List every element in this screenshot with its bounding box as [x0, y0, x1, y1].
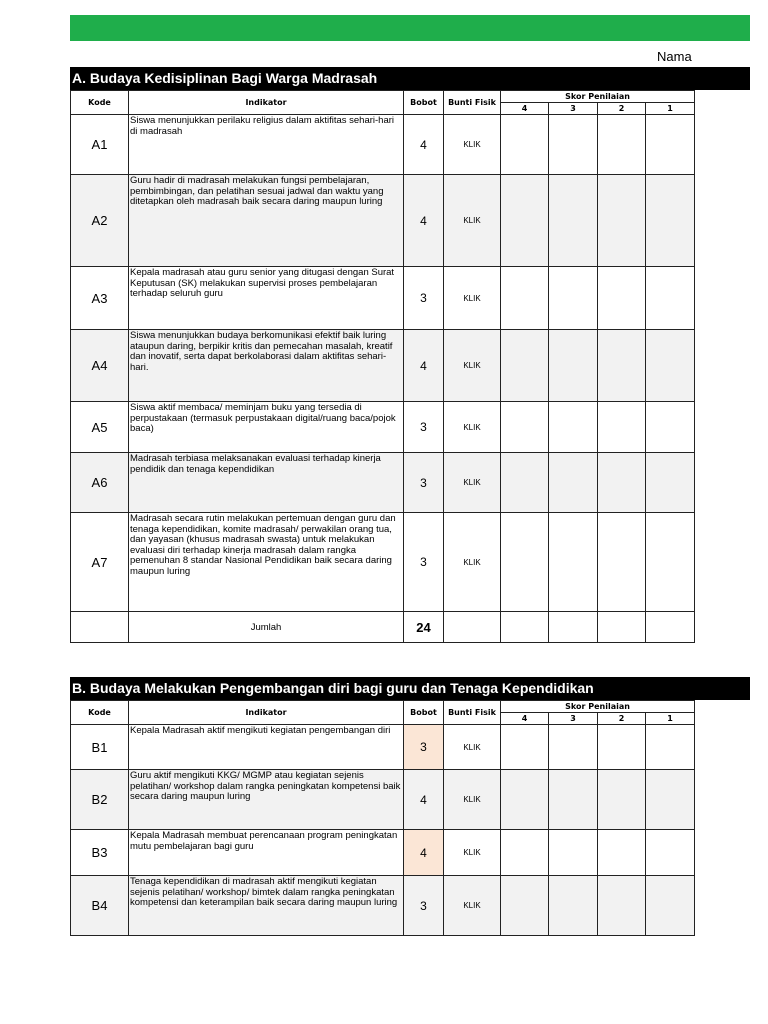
score-cell-3[interactable] — [549, 267, 598, 330]
score-cell-2[interactable] — [598, 402, 646, 453]
table-row — [71, 830, 695, 876]
score-cell-2[interactable] — [598, 830, 646, 876]
score-cell-1[interactable] — [646, 725, 695, 770]
table-row — [71, 175, 695, 267]
table-row — [71, 402, 695, 453]
score-cell-3[interactable] — [549, 830, 598, 876]
score-cell-4[interactable] — [501, 876, 549, 936]
score-cell-1[interactable] — [646, 402, 695, 453]
score-cell-1[interactable] — [646, 330, 695, 402]
row-kode: B2 — [71, 770, 129, 830]
evidence-link[interactable]: KLIK — [444, 453, 501, 513]
row-bobot: 3 — [404, 876, 444, 936]
table-row — [71, 770, 695, 830]
score-cell-4[interactable] — [501, 267, 549, 330]
score-cell-1[interactable] — [646, 267, 695, 330]
header-indikator: Indikator — [129, 91, 404, 115]
jumlah-label: Jumlah — [129, 612, 404, 643]
score-cell-2[interactable] — [598, 725, 646, 770]
score-cell-3[interactable] — [549, 115, 598, 175]
jumlah-empty — [71, 612, 129, 643]
section-a — [70, 67, 750, 643]
score-cell-4[interactable] — [501, 115, 549, 175]
section-b — [70, 677, 750, 936]
row-bobot: 3 — [404, 402, 444, 453]
header-kode: Kode — [71, 701, 129, 725]
header-bukti: Bunti Fisik — [444, 701, 501, 725]
row-indikator: Madrasah secara rutin melakukan pertemuan dengan guru dan tenaga kependidikan, komite madrasah/ perwakilan orang tua, dan yayasan (khusus madrasah swasta) untuk melakukan evaluasi diri terhadap kinerja madrasah dalam rangka pemenuhan 8 standar Nasional Pendidikan baik secara daring maupun luring — [129, 513, 404, 612]
score-cell-3[interactable] — [549, 513, 598, 612]
score-cell-2[interactable] — [598, 267, 646, 330]
name-label: Nama — [657, 49, 692, 64]
row-kode: A4 — [71, 330, 129, 402]
table-row — [71, 330, 695, 402]
table-row — [71, 725, 695, 770]
score-cell-1[interactable] — [646, 830, 695, 876]
row-kode: A2 — [71, 175, 129, 267]
score-cell-2[interactable] — [598, 453, 646, 513]
header-score-2: 2 — [598, 103, 646, 115]
row-kode: B3 — [71, 830, 129, 876]
row-bobot: 3 — [404, 267, 444, 330]
score-cell-4[interactable] — [501, 725, 549, 770]
header-score-1: 1 — [646, 103, 695, 115]
row-bobot: 3 — [404, 453, 444, 513]
score-cell-3[interactable] — [549, 402, 598, 453]
row-bobot[interactable]: 3 — [404, 725, 444, 770]
table-row — [71, 453, 695, 513]
jumlah-row — [71, 612, 695, 643]
row-bobot: 4 — [404, 115, 444, 175]
header-bobot: Bobot — [404, 701, 444, 725]
evidence-link[interactable]: KLIK — [444, 513, 501, 612]
row-indikator: Guru hadir di madrasah melakukan fungsi pembelajaran, pembimbingan, dan pelatihan sesuai jadwal dan waktu yang ditetapkan oleh madrasah baik secara daring maupun luring — [129, 175, 404, 267]
header-score-1: 1 — [646, 713, 695, 725]
evidence-link[interactable]: KLIK — [444, 330, 501, 402]
section-a-table — [70, 90, 695, 643]
evidence-link[interactable]: KLIK — [444, 725, 501, 770]
evidence-link[interactable]: KLIK — [444, 770, 501, 830]
score-cell-3[interactable] — [549, 725, 598, 770]
score-cell-4[interactable] — [501, 513, 549, 612]
row-kode: A6 — [71, 453, 129, 513]
row-bobot: 4 — [404, 175, 444, 267]
row-indikator: Siswa menunjukkan perilaku religius dalam aktifitas sehari-hari di madrasah — [129, 115, 404, 175]
score-cell-3[interactable] — [549, 175, 598, 267]
header-score-3: 3 — [549, 713, 598, 725]
row-indikator: Siswa aktif membaca/ meminjam buku yang tersedia di perpustakaan (termasuk perpustakaan digital/ruang baca/pojok baca) — [129, 402, 404, 453]
row-kode: B4 — [71, 876, 129, 936]
table-row — [71, 513, 695, 612]
evidence-link[interactable]: KLIK — [444, 115, 501, 175]
evidence-link[interactable]: KLIK — [444, 175, 501, 267]
evidence-link[interactable]: KLIK — [444, 267, 501, 330]
table-row — [71, 267, 695, 330]
row-indikator: Guru aktif mengikuti KKG/ MGMP atau kegiatan sejenis pelatihan/ workshop dalam rangka peningkatan kompetensi baik secara daring maupun luring — [129, 770, 404, 830]
header-score-4: 4 — [501, 713, 549, 725]
score-cell-4[interactable] — [501, 830, 549, 876]
score-cell-4[interactable] — [501, 330, 549, 402]
jumlah-value: 24 — [404, 612, 444, 643]
evidence-link[interactable]: KLIK — [444, 830, 501, 876]
score-cell-1[interactable] — [646, 453, 695, 513]
section-b-title: B. Budaya Melakukan Pengembangan diri bagi guru dan Tenaga Kependidikan — [70, 677, 750, 700]
score-cell-1[interactable] — [646, 876, 695, 936]
table-row — [71, 115, 695, 175]
row-indikator: Madrasah terbiasa melaksanakan evaluasi terhadap kinerja pendidik dan tenaga kependidikan — [129, 453, 404, 513]
header-indikator: Indikator — [129, 701, 404, 725]
row-indikator: Tenaga kependidikan di madrasah aktif mengikuti kegiatan sejenis pelatihan/ workshop/ bimtek dalam rangka peningkatan kompetensi dan keterampilan baik secara daring maupun luring — [129, 876, 404, 936]
row-indikator: Kepala Madrasah aktif mengikuti kegiatan pengembangan diri — [129, 725, 404, 770]
score-cell-3[interactable] — [549, 330, 598, 402]
row-kode: A5 — [71, 402, 129, 453]
row-bobot: 4 — [404, 330, 444, 402]
row-kode: B1 — [71, 725, 129, 770]
score-cell-2[interactable] — [598, 115, 646, 175]
row-indikator: Kepala madrasah atau guru senior yang ditugasi dengan Surat Keputusan (SK) melakukan supervisi proses pembelajaran terhadap seluruh guru — [129, 267, 404, 330]
header-kode: Kode — [71, 91, 129, 115]
table-row — [71, 876, 695, 936]
header-score-2: 2 — [598, 713, 646, 725]
score-cell-3[interactable] — [549, 770, 598, 830]
score-cell-2[interactable] — [598, 876, 646, 936]
score-cell-4[interactable] — [501, 402, 549, 453]
score-cell-4[interactable] — [501, 770, 549, 830]
row-bobot: 3 — [404, 513, 444, 612]
score-cell-1[interactable] — [646, 115, 695, 175]
header-skor: Skor Penilaian — [501, 701, 695, 713]
row-indikator: Kepala Madrasah membuat perencanaan program peningkatan mutu pembelajaran bagi guru — [129, 830, 404, 876]
evidence-link[interactable]: KLIK — [444, 876, 501, 936]
header-bobot: Bobot — [404, 91, 444, 115]
score-cell-2[interactable] — [598, 175, 646, 267]
row-bobot: 4 — [404, 770, 444, 830]
row-kode: A1 — [71, 115, 129, 175]
row-kode: A7 — [71, 513, 129, 612]
evidence-link[interactable]: KLIK — [444, 402, 501, 453]
score-cell-4[interactable] — [501, 453, 549, 513]
header-skor: Skor Penilaian — [501, 91, 695, 103]
header-score-3: 3 — [549, 103, 598, 115]
header-bukti: Bunti Fisik — [444, 91, 501, 115]
header-green-bar — [70, 15, 750, 41]
score-cell-1[interactable] — [646, 175, 695, 267]
section-b-table — [70, 700, 695, 936]
score-cell-3[interactable] — [549, 876, 598, 936]
row-kode: A3 — [71, 267, 129, 330]
header-score-4: 4 — [501, 103, 549, 115]
row-indikator: Siswa menunjukkan budaya berkomunikasi efektif baik luring ataupun daring, berpikir kritis dan pemecahan masalah, kreatif dan inovatif, serta dapat berkolaborasi dalam aktifitas sehari-hari. — [129, 330, 404, 402]
score-cell-4[interactable] — [501, 175, 549, 267]
score-cell-2[interactable] — [598, 770, 646, 830]
score-cell-1[interactable] — [646, 770, 695, 830]
score-cell-2[interactable] — [598, 330, 646, 402]
score-cell-1[interactable] — [646, 513, 695, 612]
section-a-title: A. Budaya Kedisiplinan Bagi Warga Madrasah — [70, 67, 750, 90]
row-bobot[interactable]: 4 — [404, 830, 444, 876]
score-cell-3[interactable] — [549, 453, 598, 513]
score-cell-2[interactable] — [598, 513, 646, 612]
